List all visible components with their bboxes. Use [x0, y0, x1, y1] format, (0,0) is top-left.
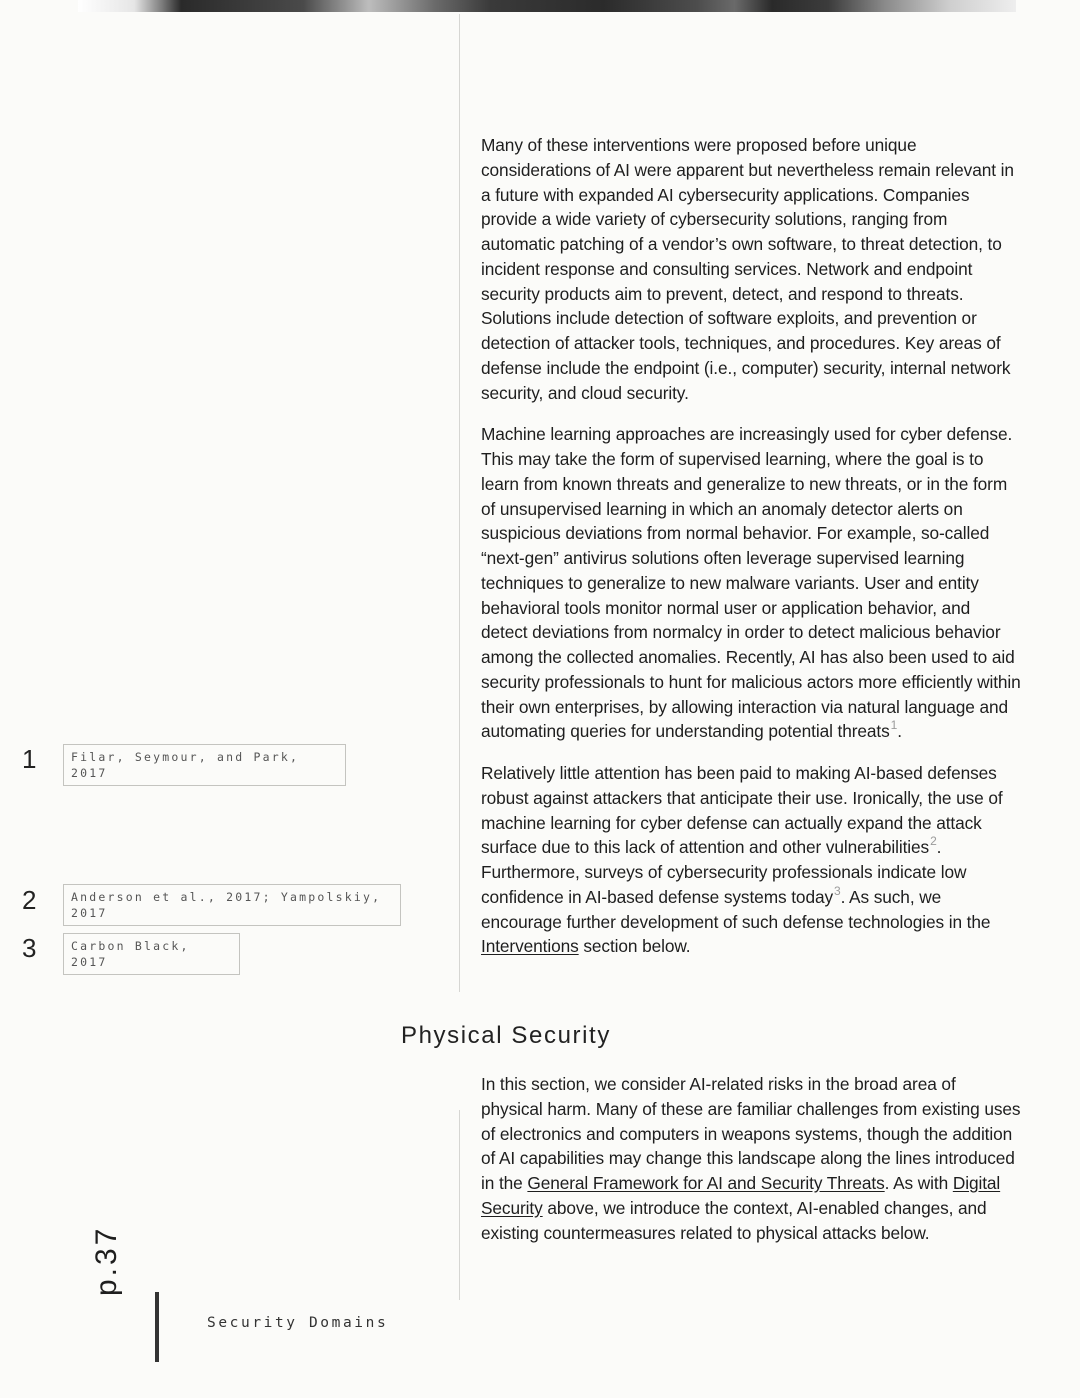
paragraph-text: above, we introduce the context, AI-enabled changes, and existing countermeasures related to physical attacks below. [481, 1197, 987, 1243]
sidenote-number: 1 [22, 744, 37, 774]
sidenote-citation: Anderson et al., 2017; Yampolskiy, 2017 [63, 884, 401, 926]
paragraph-text: . Furthermore, surveys of cybersecurity professionals indicate low confidence in AI-based defense systems today [481, 837, 967, 907]
paragraph-text: . As such, we encourage further development of such defense technologies in the [481, 886, 991, 932]
paragraph [481, 1072, 1021, 1245]
paragraph-text: Machine learning approaches are increasingly used for cyber defense. This may take the form of supervised learning, where the goal is to learn from known threats and generalize to new threats, or in the form of unsupervised learning in which an anomaly detector alerts on suspicious deviations from normal behavior. For example, so-called “next-gen” antivirus solutions often leverage supervised learning techniques to generalize to new malware variants. User and entity behavioral tools monitor normal user or application behavior, and detect deviations from normalcy in order to detect malicious behavior among the collected anomalies. Recently, AI has also been used to aid security professionals to hunt for malicious actors more efficiently within their own enterprises, by allowing interaction via natural language and automating queries for understanding potential threats [481, 424, 1021, 742]
sidenote-number: 2 [22, 885, 37, 915]
sidenote-citation: Filar, Seymour, and Park, 2017 [63, 744, 346, 786]
interventions-link[interactable]: Interventions [481, 936, 579, 957]
sidenote-number: 3 [22, 933, 37, 963]
column-divider [459, 1110, 460, 1300]
footnote-ref[interactable]: 2 [930, 834, 937, 849]
section-heading: Physical Security [401, 1022, 611, 1049]
footer-bar [155, 1292, 159, 1362]
digital-security-link[interactable]: Digital Security [481, 1173, 1001, 1218]
physical-security-text [481, 1072, 1021, 1262]
general-framework-link[interactable]: General Framework for AI and Security Threats [527, 1173, 885, 1193]
sidenote-citation: Carbon Black, 2017 [63, 933, 240, 975]
paragraph-text: . [897, 721, 902, 742]
paragraph [481, 133, 1021, 405]
footnote-ref[interactable]: 1 [890, 718, 898, 733]
column-divider [459, 14, 460, 992]
paragraph [481, 422, 1021, 744]
paragraph-text: Relatively little attention has been paid to making AI-based defenses robust against attackers that anticipate their use. Ironically, the use of machine learning for cyber defense can actually expand the attack surface due to this lack of attention and other vulnerabilities [481, 763, 1003, 858]
paragraph-text: section below. [578, 936, 691, 957]
paragraph-text: Many of these interventions were proposed before unique considerations of AI were apparent but nevertheless remain relevant in a future with expanded AI cybersecurity applications. Companies provide a wide variety of cybersecurity solutions, ranging from automatic patching of a vendor’s own software, to threat detection, to incident response and consulting services. Network and endpoint security products aim to prevent, detect, and respond to threats. Solutions include detection of software exploits, and prevention or detection of attacker tools, techniques, and procedures. Key areas of defense include the endpoint (i.e., computer) security, internal network security, and cloud security. [481, 135, 1014, 403]
paragraph-text: In this section, we consider AI-related risks in the broad area of physical harm. Many of these are familiar challenges from existing uses of electronics and computers in weapons systems, though the addition of AI capabilities may change this landscape along the lines introduced in the [481, 1074, 1021, 1193]
footer-section-label: Security Domains [207, 1315, 389, 1331]
page-number: p.37 [90, 1225, 123, 1296]
header-photo-strip [78, 0, 1016, 12]
cyber-defense-text [481, 133, 1021, 976]
paragraph-text: . As with [884, 1173, 953, 1193]
paragraph [481, 761, 1021, 959]
footnote-ref[interactable]: 3 [834, 883, 841, 898]
